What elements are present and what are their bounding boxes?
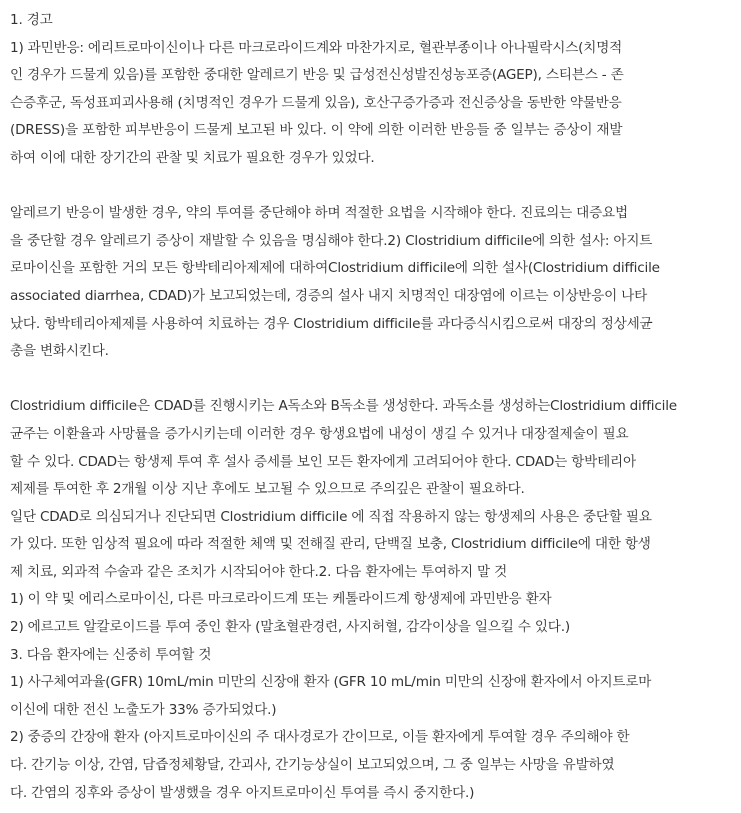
paragraph-spacer bbox=[10, 366, 733, 394]
section-allergy-cdad bbox=[10, 200, 733, 366]
text-line: 났다. 항박테리아제제를 사용하여 치료하는 경우 Clostridium difficile를 과다증식시킴으로써 대장의 정상세균 bbox=[10, 315, 653, 332]
text-line: 인 경우가 드물게 있음)를 포함한 중대한 알레르기 반응 및 급성전신성발진성농포증(AGEP), 스티븐스 - 존 bbox=[10, 67, 624, 84]
section-heading: 1. 경고 bbox=[10, 12, 53, 28]
text-line: 슨증후군, 독성표피괴사용해 (치명적인 경우가 드물게 있음), 호산구증가증과 전신증상을 동반한 약물반응 bbox=[10, 94, 622, 111]
text-line: associated diarrhea, CDAD)가 보고되었는데, 경증의 설사 내지 치명적인 대장염에 이르는 이상반응이 나타 bbox=[10, 287, 648, 304]
text-line: 일단 CDAD로 의심되거나 진단되면 Clostridium difficile 에 직접 작용하지 않는 항생제의 사용은 중단할 필요 bbox=[10, 508, 652, 525]
text-line: 가 있다. 또한 임상적 필요에 따라 적절한 체액 및 전해질 관리, 단백질 보충, Clostridium difficile에 대한 항생 bbox=[10, 536, 651, 553]
text-line: 3. 다음 환자에는 신중히 투여할 것 bbox=[10, 646, 212, 663]
section-warning bbox=[10, 7, 733, 173]
text-line: 다. 간염의 징후와 증상이 발생했을 경우 아지트로마이신 투여를 즉시 중지한다.) bbox=[10, 784, 475, 801]
text-line: 로마이신을 포함한 거의 모든 항박테리아제제에 대하여Clostridium difficile에 의한 설사(Clostridium difficile bbox=[10, 260, 660, 277]
text-line: 할 수 있다. CDAD는 항생제 투여 후 설사 증세를 보인 모든 환자에게 고려되어야 한다. CDAD는 항박테리아 bbox=[10, 453, 636, 470]
text-line: (DRESS)을 포함한 피부반응이 드물게 보고된 바 있다. 이 약에 의한 이러한 반응들 중 일부는 증상이 재발 bbox=[10, 122, 623, 139]
text-line: 알레르기 반응이 발생한 경우, 약의 투여를 중단해야 하며 적절한 요법을 시작해야 한다. 진료의는 대증요법 bbox=[10, 205, 628, 222]
text-line: 이신에 대한 전신 노출도가 33% 증가되었다.) bbox=[10, 701, 277, 718]
text-line: 하여 이에 대한 장기간의 관찰 및 치료가 필요한 경우가 있었다. bbox=[10, 149, 375, 166]
text-line: 총을 변화시킨다. bbox=[10, 343, 109, 360]
text-line: 2) 중증의 간장애 환자 (아지트로마이신의 주 대사경로가 간이므로, 이들 환자에게 투여할 경우 주의해야 한 bbox=[10, 729, 630, 746]
text-line: 1) 사구체여과율(GFR) 10mL/min 미만의 신장애 환자 (GFR 10 mL/min 미만의 신장애 환자에서 아지트로마 bbox=[10, 674, 652, 691]
paragraph-spacer bbox=[10, 173, 733, 201]
text-line: 제 치료, 외과적 수술과 같은 조치가 시작되어야 한다.2. 다음 환자에는 투여하지 말 것 bbox=[10, 563, 508, 580]
text-line: 을 중단할 경우 알레르기 증상이 재발할 수 있음을 명심해야 한다.2) Clostridium difficile에 의한 설사: 아지트 bbox=[10, 232, 653, 249]
text-line: 균주는 이환율과 사망률을 증가시키는데 이러한 경우 항생요법에 내성이 생길 수 있거나 대장절제술이 필요 bbox=[10, 425, 629, 442]
text-line: 제제를 투여한 후 2개월 이상 지난 후에도 보고될 수 있으므로 주의깊은 관찰이 필요하다. bbox=[10, 481, 525, 498]
text-line: 다. 간기능 이상, 간염, 담즙정체황달, 간괴사, 간기능상실이 보고되었으며, 그 중 일부는 사망을 유발하였 bbox=[10, 757, 615, 774]
text-line: 1) 이 약 및 에리스로마이신, 다른 마크로라이드계 또는 케톨라이드계 항생제에 과민반응 환자 bbox=[10, 591, 552, 608]
section-clostridium-contraindications bbox=[10, 393, 733, 807]
text-line: Clostridium difficile은 CDAD를 진행시키는 A독소와 B독소를 생성한다. 과독소를 생성하는Clostridium difficile bbox=[10, 398, 677, 415]
text-line: 2) 에르고트 알칼로이드를 투여 중인 환자 (말초혈관경련, 사지허혈, 감각이상을 일으킬 수 있다.) bbox=[10, 619, 570, 636]
text-line: 1) 과민반응: 에리트로마이신이나 다른 마크로라이드계와 마찬가지로, 혈관부종이나 아나필락시스(치명적 bbox=[10, 39, 623, 56]
